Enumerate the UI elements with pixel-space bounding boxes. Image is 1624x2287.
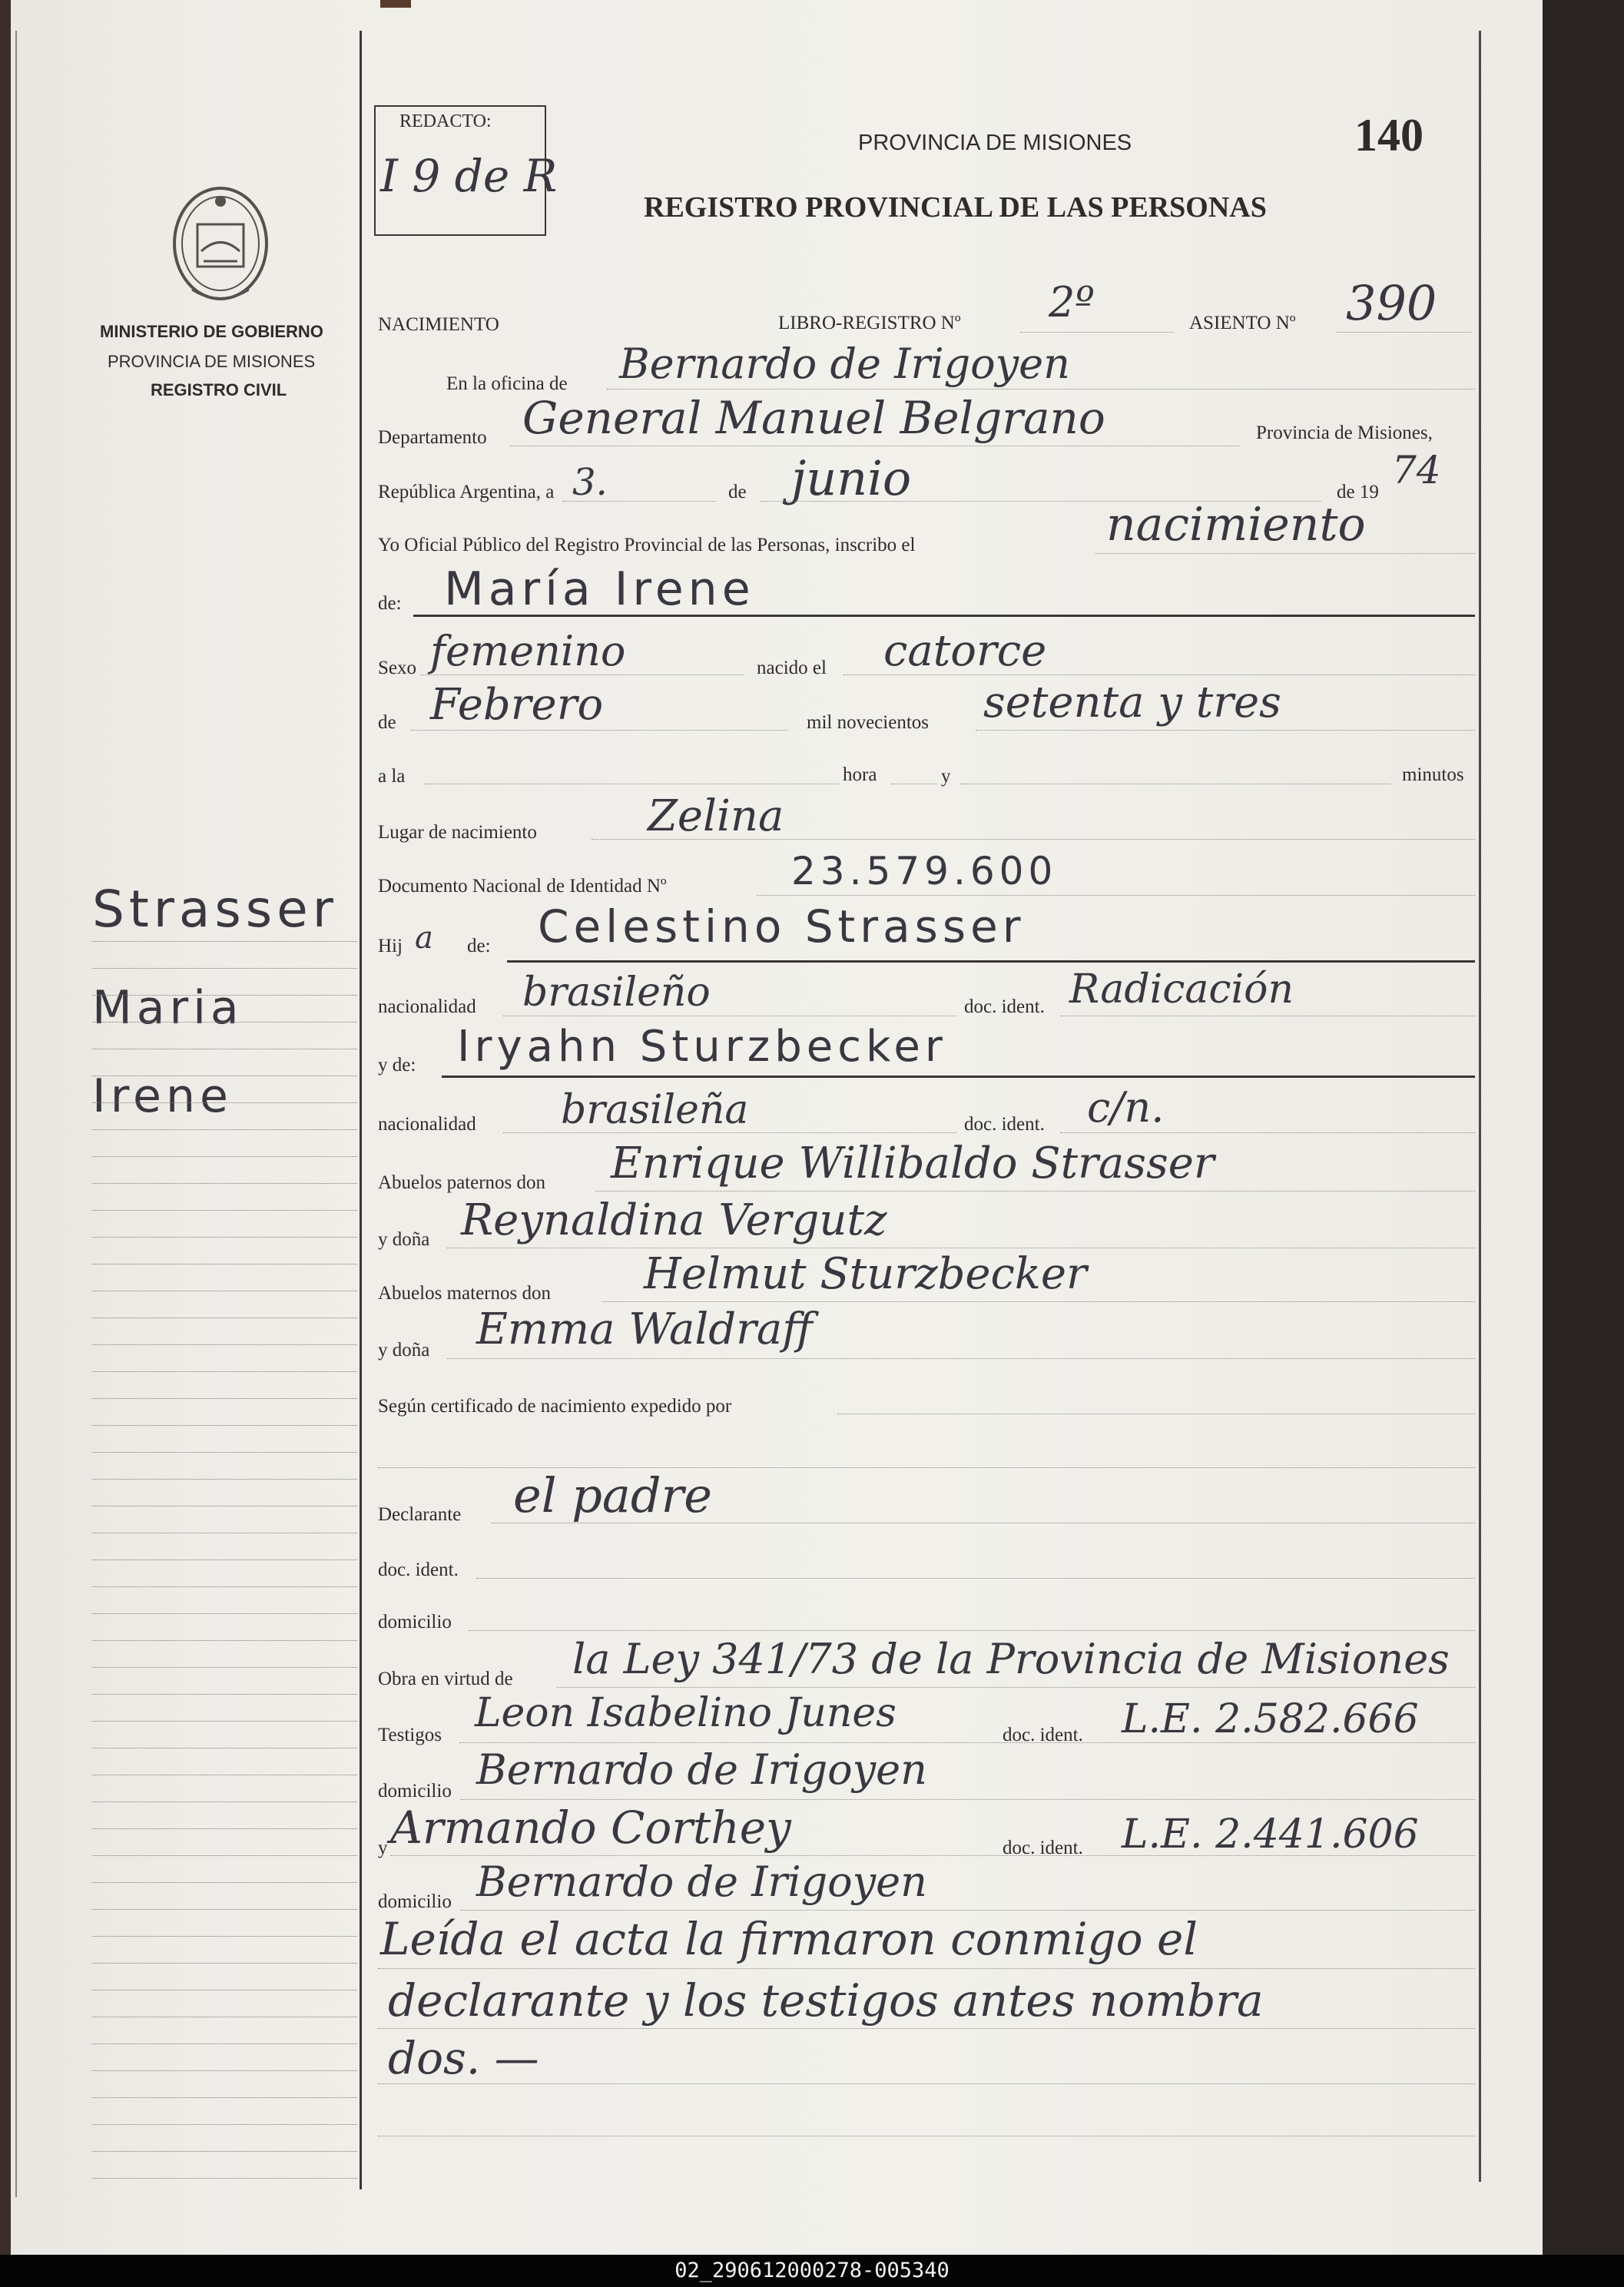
value-testigo2-dom: Bernardo de Irigoyen	[476, 1858, 927, 1906]
label-nacimiento: NACIMIENTO	[378, 314, 499, 335]
margin-rule	[92, 1694, 357, 1695]
label-de-mes: de	[378, 712, 396, 733]
value-dia: 3.	[572, 461, 608, 504]
label-nacionalidad-padre: nacionalidad	[378, 996, 476, 1017]
margin-rule	[92, 2070, 357, 2071]
margin-rule	[92, 1183, 357, 1184]
label-sexo: Sexo	[378, 658, 416, 678]
label-mil-novecientos: mil novecientos	[807, 712, 929, 733]
header-province: PROVINCIA DE MISIONES	[858, 131, 1132, 155]
label-de: de	[728, 482, 747, 502]
label-doc-padre: doc. ident.	[964, 996, 1045, 1017]
label-departamento: Departamento	[378, 427, 487, 448]
margin-rule	[92, 2178, 357, 2179]
value-sexo: femenino	[430, 627, 626, 675]
margin-rule	[92, 1425, 357, 1426]
margin-rule	[92, 1882, 357, 1883]
margin-rule	[92, 1963, 357, 1964]
label-doc-madre: doc. ident.	[964, 1114, 1045, 1135]
margin-rule	[92, 1640, 357, 1641]
value-padre-nac: brasileño	[522, 969, 711, 1016]
margin-rule	[92, 1559, 357, 1560]
binding-fold	[15, 31, 17, 2197]
label-hij-de: de:	[467, 936, 491, 956]
entry-border-right	[1479, 31, 1481, 2182]
value-testigo1: Leon Isabelino Junes	[475, 1690, 897, 1736]
label-y-testigo2: y	[378, 1838, 388, 1858]
margin-rule	[92, 1344, 357, 1345]
margin-rule	[92, 1156, 357, 1157]
label-domicilio-testigo2: domicilio	[378, 1891, 452, 1912]
label-y-dona-materna: y doña	[378, 1340, 430, 1361]
value-abuelo-paterno: Enrique Willibaldo Strasser	[611, 1139, 1215, 1188]
label-lugar: Lugar de nacimiento	[378, 822, 537, 843]
label-minutos: minutos	[1402, 764, 1464, 785]
margin-rule	[92, 2151, 357, 2152]
label-doc-testigo2: doc. ident.	[1003, 1838, 1083, 1858]
entry-border-left	[360, 31, 362, 2189]
margin-rule	[92, 1398, 357, 1399]
value-inscribo: nacimiento	[1106, 498, 1366, 552]
label-a-la: a la	[378, 766, 406, 787]
image-identifier: 02_290612000278-005340	[674, 2259, 950, 2282]
closing-line-2: declarante y los testigos antes nombra	[388, 1974, 1264, 2027]
label-obra: Obra en virtud de	[378, 1669, 513, 1689]
margin-rule	[92, 1855, 357, 1856]
margin-rule	[92, 941, 357, 942]
label-nacido-el: nacido el	[757, 658, 827, 678]
value-departamento: General Manuel Belgrano	[522, 392, 1105, 444]
margin-rule	[92, 1613, 357, 1614]
label-testigos: Testigos	[378, 1725, 442, 1745]
value-testigo1-doc: L.E. 2.582.666	[1122, 1696, 1419, 1742]
label-y-dona-paterna: y doña	[378, 1229, 430, 1250]
label-abuelos-maternos: Abuelos maternos don	[378, 1283, 551, 1304]
label-y-de: y de:	[378, 1055, 416, 1076]
label-de-19: de 19	[1337, 482, 1379, 502]
margin-rule	[92, 1667, 357, 1668]
seal-ministry: MINISTERIO DE GOBIERNO	[100, 322, 323, 341]
value-madre-nac: brasileña	[561, 1087, 749, 1133]
value-abuela-paterna: Reynaldina Vergutz	[461, 1195, 887, 1245]
label-oficina: En la oficina de	[446, 373, 568, 394]
margin-secondname: Irene	[92, 1069, 233, 1123]
value-oficina: Bernardo de Irigoyen	[619, 340, 1070, 388]
label-abuelos-paternos: Abuelos paternos don	[378, 1172, 546, 1193]
closing-line-3: dos. —	[388, 2032, 539, 2084]
margin-rule	[92, 1102, 357, 1103]
value-nombre: María Irene	[444, 562, 755, 616]
margin-rule	[92, 2043, 357, 2044]
value-abuela-materna: Emma Waldraff	[476, 1304, 813, 1354]
margin-rule	[92, 1371, 357, 1372]
value-obra: la Ley 341/73 de la Provincia de Misiones	[572, 1635, 1450, 1683]
value-testigo2: Armando Corthey	[390, 1801, 791, 1854]
provincial-seal-icon	[161, 178, 280, 313]
value-lugar: Zelina	[648, 791, 784, 841]
margin-rule	[92, 2124, 357, 2125]
value-hij-suffix: a	[415, 920, 433, 956]
margin-rule	[92, 1452, 357, 1453]
value-nacido-mes: Febrero	[430, 680, 604, 730]
page-edge	[380, 0, 411, 8]
label-doc-declarante: doc. ident.	[378, 1559, 459, 1580]
label-domicilio-declarante: domicilio	[378, 1612, 452, 1632]
label-segun: Según certificado de nacimiento expedido por	[378, 1396, 732, 1417]
label-de-nombre: de:	[378, 593, 402, 614]
seal-registry: REGISTRO CIVIL	[151, 380, 287, 399]
value-dni: 23.579.600	[791, 849, 1058, 893]
closing-line-1: Leída el acta la firmaron conmigo el	[380, 1913, 1198, 1965]
value-testigo1-dom: Bernardo de Irigoyen	[476, 1745, 927, 1794]
value-madre-doc: c/n.	[1087, 1083, 1165, 1132]
value-madre: Iryahn Sturzbecker	[457, 1022, 947, 1072]
value-padre-doc: Radicación	[1069, 966, 1294, 1013]
margin-rule	[92, 1129, 357, 1130]
value-padre: Celestino Strasser	[538, 900, 1026, 953]
margin-surname: Strasser	[92, 880, 338, 939]
label-republica: República Argentina, a	[378, 482, 555, 502]
label-nacionalidad-madre: nacionalidad	[378, 1114, 476, 1135]
header-title: REGISTRO PROVINCIAL DE LAS PERSONAS	[644, 191, 1267, 224]
value-nacido-anio: setenta y tres	[983, 678, 1281, 728]
label-documento: Documento Nacional de Identidad Nº	[378, 876, 667, 897]
page-number: 140	[1354, 110, 1423, 161]
margin-rule	[92, 1801, 357, 1802]
stamp-label: REDACTO:	[399, 111, 492, 131]
margin-rule	[92, 1909, 357, 1910]
value-anio: 74	[1392, 448, 1441, 492]
label-doc-testigo1: doc. ident.	[1003, 1725, 1083, 1745]
margin-rule	[92, 1479, 357, 1480]
label-declarante: Declarante	[378, 1504, 462, 1525]
value-declarante: el padre	[513, 1467, 712, 1523]
stamp-initials: I 9 de R	[380, 150, 558, 202]
margin-rule	[92, 1210, 357, 1211]
margin-rule	[92, 1721, 357, 1722]
margin-rule	[92, 1828, 357, 1829]
margin-rule	[92, 995, 357, 996]
label-provincia: Provincia de Misiones,	[1256, 423, 1433, 443]
value-abuelo-materno: Helmut Sturzbecker	[644, 1249, 1087, 1299]
margin-rule	[92, 1237, 357, 1238]
label-y: y	[941, 766, 951, 787]
value-nacido-dia: catorce	[883, 626, 1047, 676]
label-asiento: ASIENTO Nº	[1189, 313, 1296, 333]
label-libro: LIBRO-REGISTRO Nº	[778, 313, 961, 333]
margin-rule	[92, 2097, 357, 2098]
label-domicilio-testigo1: domicilio	[378, 1781, 452, 1801]
value-asiento: 390	[1346, 275, 1437, 331]
label-yo-oficial: Yo Oficial Público del Registro Provincial de las Personas, inscribo el	[378, 535, 916, 555]
margin-rule	[92, 1586, 357, 1587]
seal-province: PROVINCIA DE MISIONES	[108, 352, 316, 371]
value-testigo2-doc: L.E. 2.441.606	[1122, 1811, 1419, 1858]
margin-firstname: Maria	[92, 981, 244, 1035]
margin-rule	[92, 1022, 357, 1023]
margin-rule	[92, 968, 357, 969]
label-hora: hora	[843, 764, 877, 785]
label-hij: Hij	[378, 936, 403, 956]
margin-rule	[92, 1936, 357, 1937]
value-libro: 2º	[1049, 278, 1095, 326]
value-mes: junio	[791, 450, 912, 506]
